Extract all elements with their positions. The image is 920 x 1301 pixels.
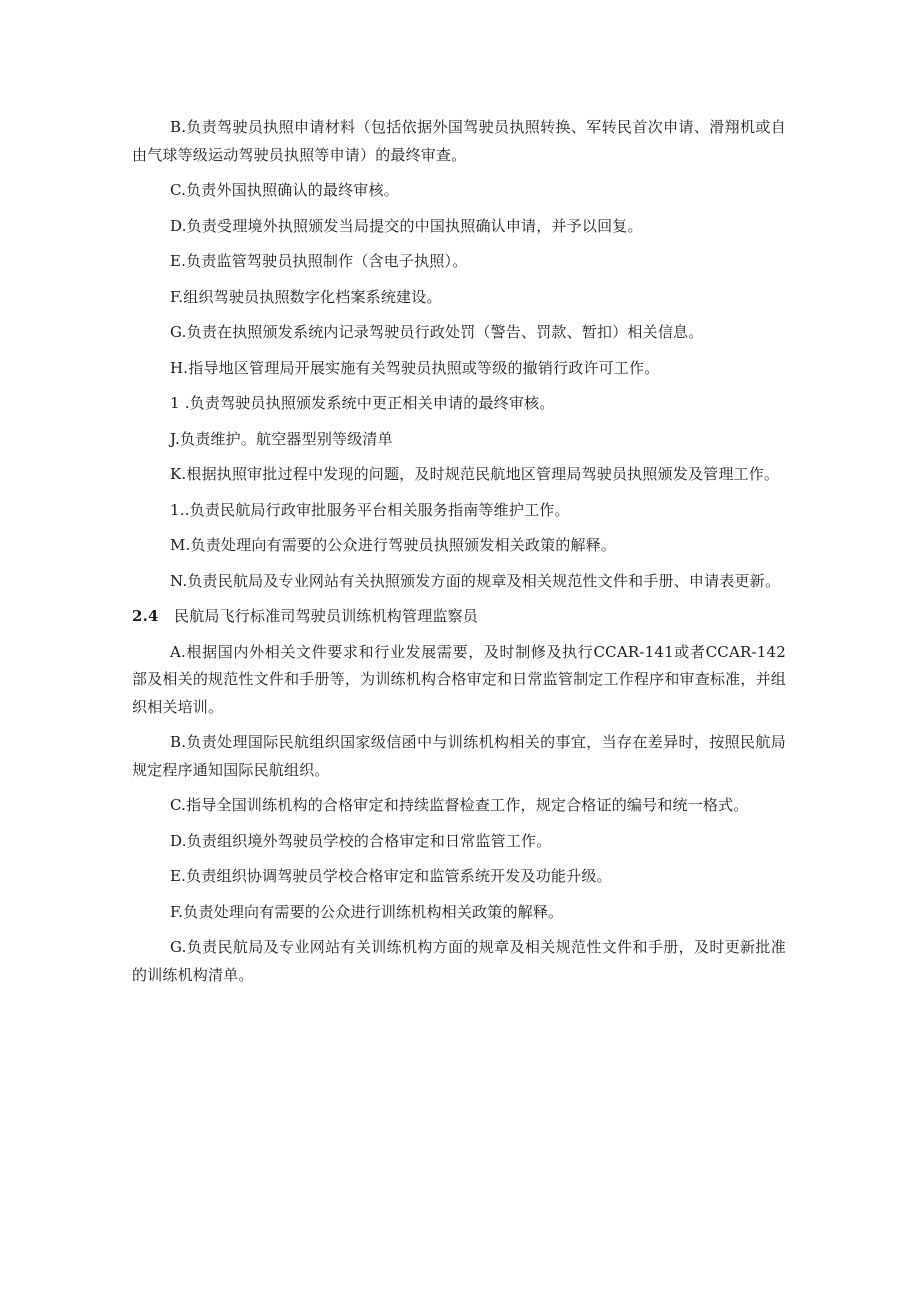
paragraph-j: J.负责维护。航空器型别等级清单 <box>170 429 393 448</box>
paragraph-g: G.负责在执照颁发系统内记录驾驶员行政处罚（警告、罚款、暂扣）相关信息。 <box>170 323 704 341</box>
section-24-paragraph-b: B.负责处理国际民航组织国家级信函中与训练机构相关的事宜，当存在差异时，按照民航局规定程序通知国际民航组织。 <box>132 733 786 779</box>
paragraph-h: H.指导地区管理局开展实施有关驾驶员执照或等级的撤销行政许可工作。 <box>170 358 660 377</box>
paragraph-d: D.负责受理境外执照颁发当局提交的中国执照确认申请，并予以回复。 <box>170 216 643 235</box>
section-24-paragraph-f: F.负责处理向有需要的公众进行训练机构相关政策的解释。 <box>170 902 564 921</box>
paragraph-m: M.负责处理向有需要的公众进行驾驶员执照颁发相关政策的解释。 <box>170 536 617 554</box>
document-page <box>132 114 786 989</box>
section-24-paragraph-e: E.负责组织协调驾驶员学校合格审定和监管系统开发及功能升级。 <box>170 867 612 885</box>
paragraph-f: F.组织驾驶员执照数字化档案系统建设。 <box>170 287 442 306</box>
paragraph-b: B.负责驾驶员执照申请材料（包括依据外国驾驶员执照转换、军转民首次申请、滑翔机或自由气球等级运动驾驶员执照等申请）的最终审查。 <box>132 118 786 164</box>
paragraph-n: N.负责民航局及专业网站有关执照颁发方面的规章及相关规范性文件和手册、申请表更新。 <box>170 571 781 590</box>
section-24-paragraph-c: C.指导全国训练机构的合格审定和持续监督检查工作，规定合格证的编号和统一格式。 <box>170 796 749 814</box>
paragraph-c: C.负责外国执照确认的最终审核。 <box>170 181 399 199</box>
section-number: 2.4 <box>132 607 159 625</box>
paragraph-i: 1 .负责驾驶员执照颁发系统中更正相关申请的最终审核。 <box>170 394 555 412</box>
section-title: 民航局飞行标准司驾驶员训练机构管理监察员 <box>174 607 479 625</box>
paragraph-e: E.负责监管驾驶员执照制作（含电子执照）。 <box>170 252 468 270</box>
paragraph-l: 1..负责民航局行政审批服务平台相关服务指南等维护工作。 <box>170 500 570 519</box>
section-24-paragraph-a: A.根据国内外相关文件要求和行业发展需要，及时制修及执行CCAR-141或者CCAR-142部及相关的规范性文件和手册等，为训练机构合格审定和日常监管制定工作程序和审查标准，并组织相关培训。 <box>132 642 786 716</box>
paragraph-k: K.根据执照审批过程中发现的问题，及时规范民航地区管理局驾驶员执照颁发及管理工作。 <box>170 465 780 483</box>
section-24-paragraph-g: G.负责民航局及专业网站有关训练机构方面的规章及相关规范性文件和手册，及时更新批准的训练机构清单。 <box>132 938 786 984</box>
section-24-paragraph-d: D.负责组织境外驾驶员学校的合格审定和日常监管工作。 <box>170 831 552 850</box>
section-heading <box>132 603 786 631</box>
